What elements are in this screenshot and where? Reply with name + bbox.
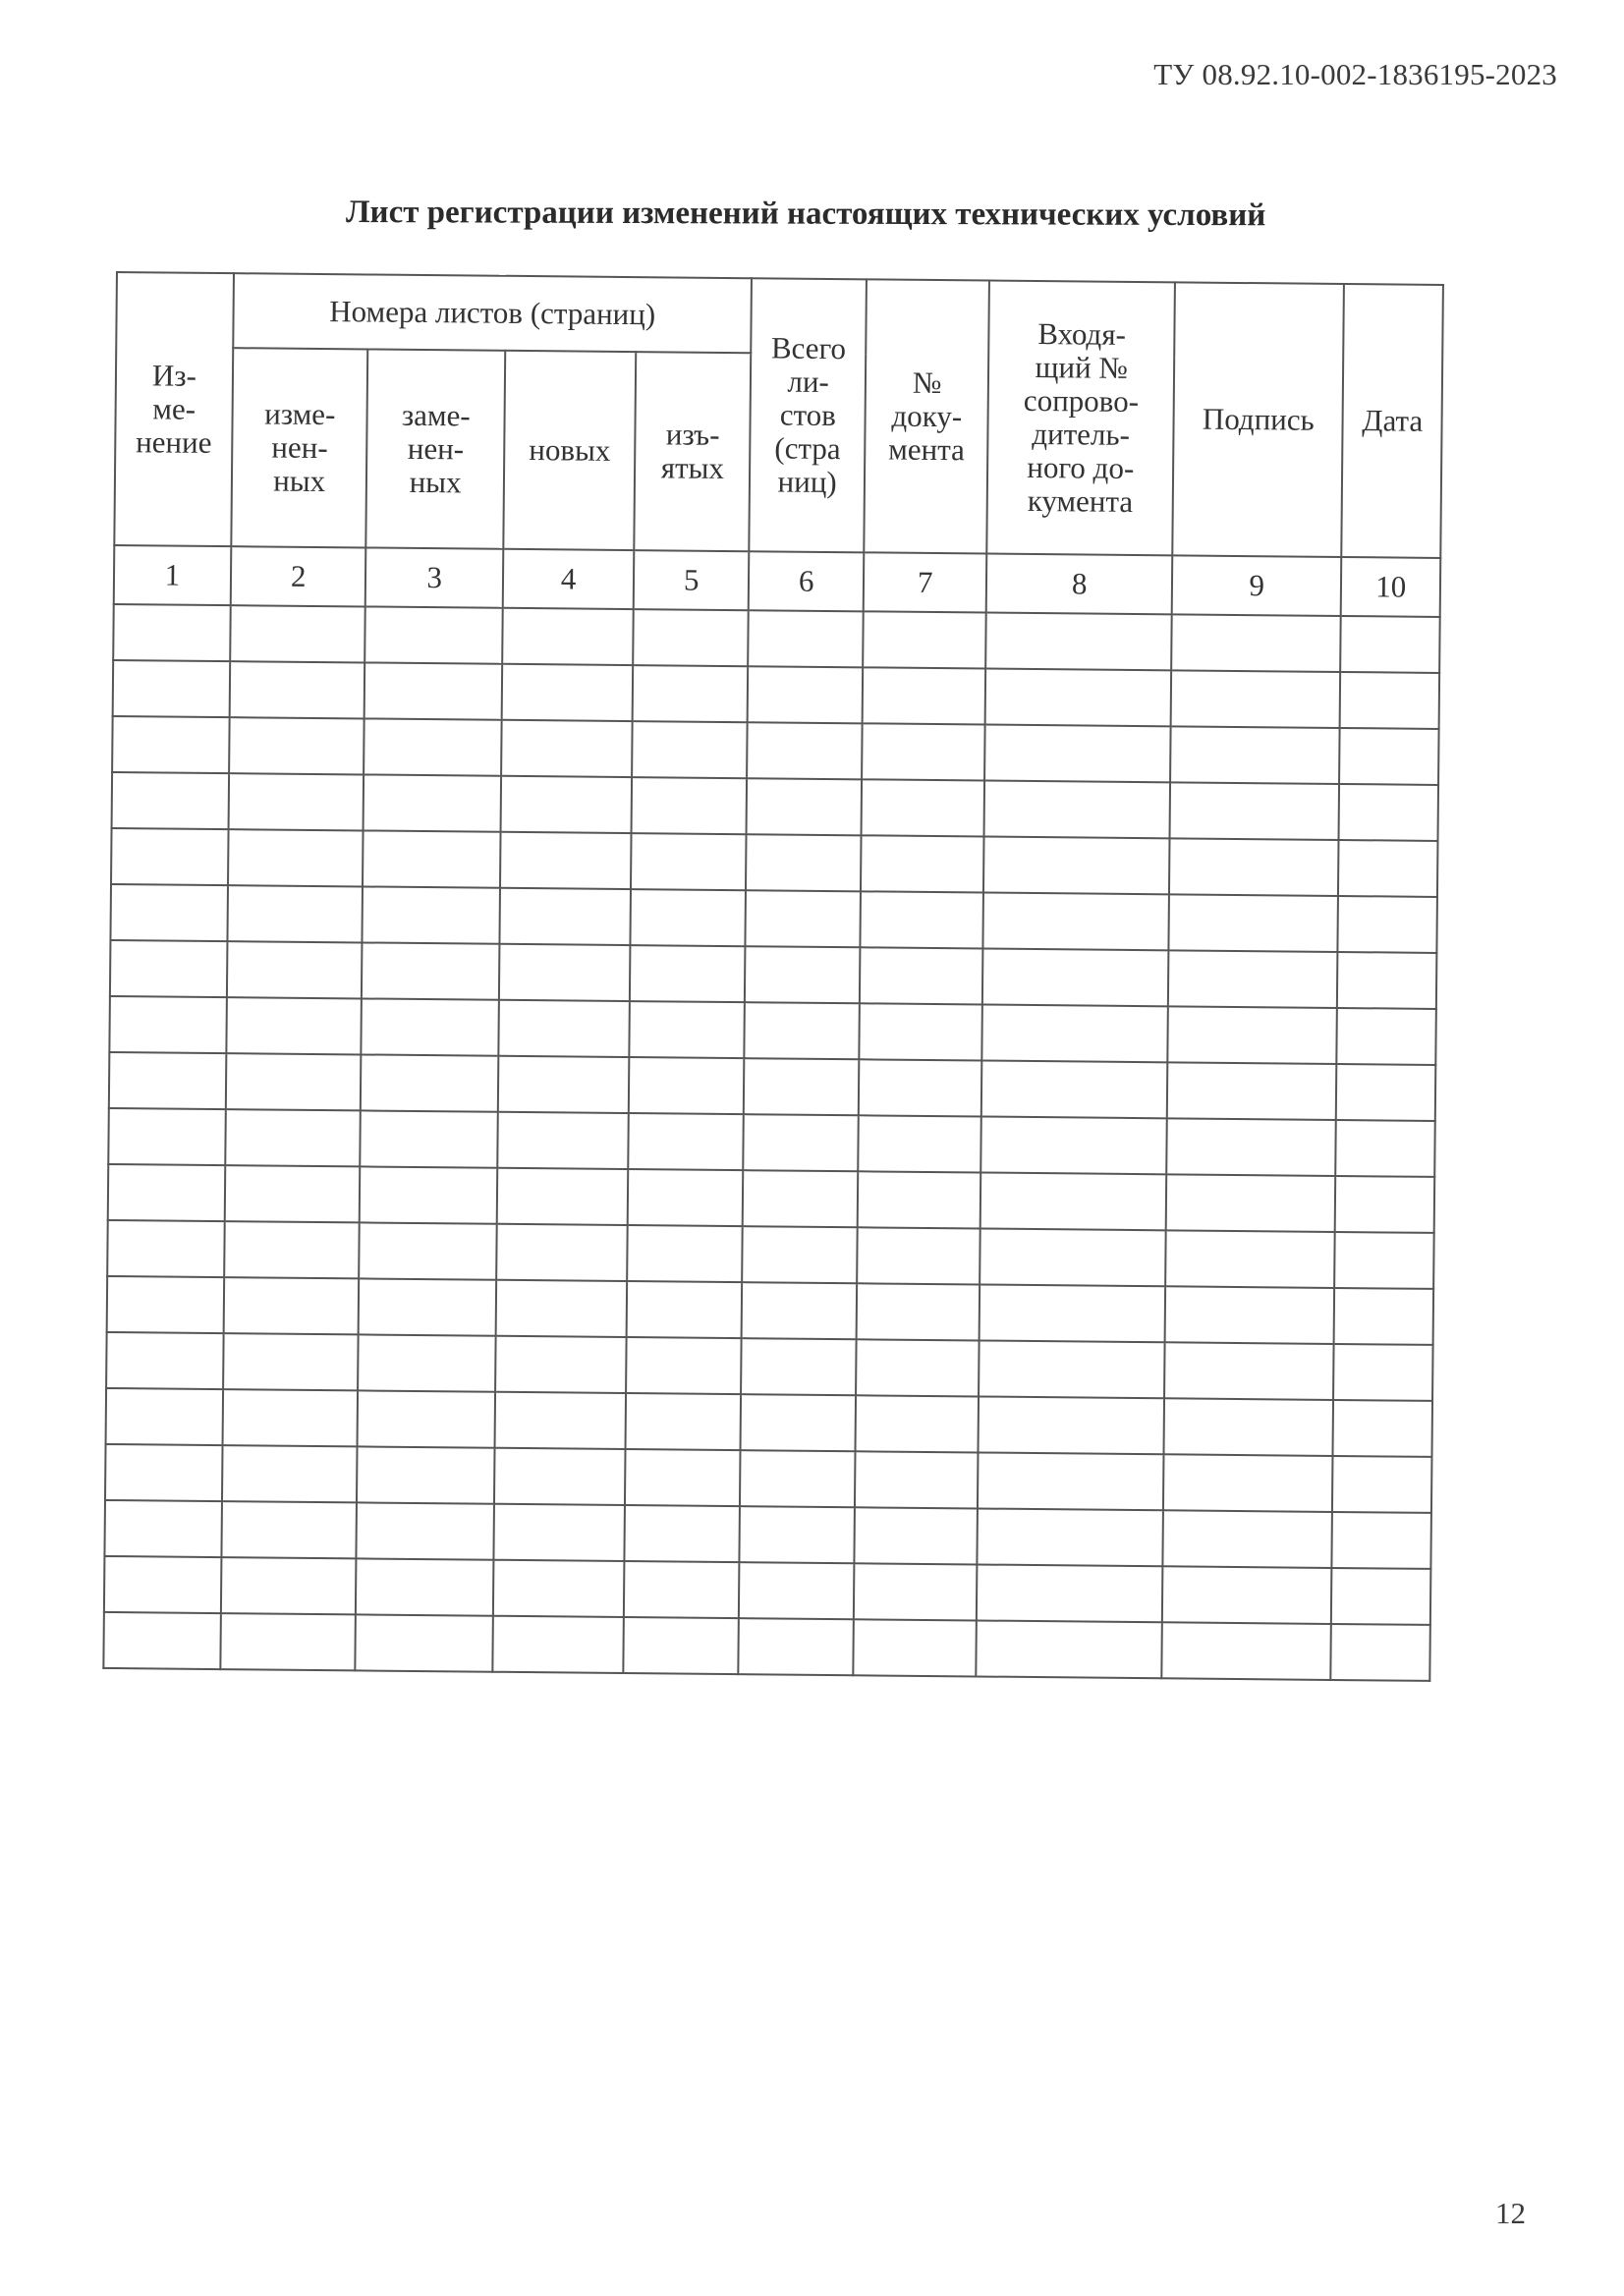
table-cell <box>860 947 983 1004</box>
table-cell <box>229 773 364 830</box>
table-cell <box>495 1336 627 1393</box>
table-cell <box>362 998 499 1055</box>
table-cell <box>980 1172 1166 1230</box>
table-cell <box>494 1392 626 1449</box>
header-signature <box>1172 282 1344 557</box>
table-cell <box>496 1224 628 1281</box>
table-cell <box>104 1556 222 1613</box>
table-cell <box>855 1507 979 1564</box>
table-cell <box>1337 952 1436 1009</box>
table-cell <box>109 996 227 1053</box>
table-cell <box>856 1339 980 1396</box>
table-cell <box>748 610 863 667</box>
table-cell <box>1169 838 1339 896</box>
table-cell <box>500 832 632 889</box>
table-cell <box>112 716 230 773</box>
table-cell <box>356 1558 493 1615</box>
table-cell <box>624 1561 739 1618</box>
column-number: 9 <box>1172 555 1342 616</box>
table-cell <box>502 664 634 721</box>
table-cell <box>110 940 228 997</box>
header-replaced-pages <box>366 349 505 548</box>
table-cell <box>627 1225 742 1282</box>
header-incoming-document-label: Входя- щий № сопрово- дитель- ного до- кумента <box>1023 316 1140 519</box>
table-cell <box>740 1506 855 1563</box>
table-cell <box>364 774 501 831</box>
table-cell <box>361 1110 498 1167</box>
table-cell <box>356 1614 493 1671</box>
table-cell <box>1333 1344 1432 1401</box>
table-cell <box>977 1564 1162 1622</box>
table-cell <box>221 1501 357 1558</box>
header-total-sheets <box>750 278 868 552</box>
document-code: ТУ 08.92.10-002-1836195-2023 <box>1153 57 1557 91</box>
table-cell <box>107 1220 225 1277</box>
table-cell <box>360 1222 497 1279</box>
table-cell <box>359 1334 496 1391</box>
header-changed-pages <box>231 348 367 547</box>
header-new-pages-label: новых <box>529 432 611 468</box>
table-cell <box>633 665 748 722</box>
table-cell <box>104 1500 222 1557</box>
table-cell <box>222 1445 358 1502</box>
table-cell <box>501 720 633 777</box>
table-cell <box>106 1388 224 1445</box>
table-cell <box>109 1052 227 1109</box>
table-cell <box>1166 1174 1336 1232</box>
table-cell <box>625 1449 740 1506</box>
column-number: 10 <box>1341 557 1440 617</box>
table-cell <box>1331 1624 1430 1681</box>
table-cell <box>1171 670 1341 728</box>
table-cell <box>500 776 632 833</box>
table-cell <box>361 1054 498 1111</box>
table-cell <box>626 1337 741 1394</box>
table-cell <box>497 1112 629 1169</box>
header-page-numbers-label: Номера листов (страниц) <box>329 294 656 332</box>
table-cell <box>492 1616 624 1673</box>
table-cell <box>629 1057 744 1114</box>
table-cell <box>861 891 984 948</box>
table-cell <box>1170 782 1340 840</box>
table-cell <box>745 946 860 1003</box>
table-cell <box>856 1395 980 1452</box>
table-cell <box>982 949 1168 1007</box>
table-cell <box>112 772 230 829</box>
table-cell <box>357 1502 494 1559</box>
table-cell <box>983 893 1169 951</box>
table-cell <box>225 1109 361 1166</box>
table-cell <box>364 718 502 775</box>
table-cell <box>1162 1510 1332 1568</box>
table-cell <box>1339 784 1438 841</box>
table-row <box>103 1612 1429 1681</box>
table-cell <box>229 717 364 774</box>
table-cell <box>230 661 365 718</box>
table-cell <box>863 667 986 724</box>
table-cell <box>625 1505 740 1562</box>
table-cell <box>983 837 1169 895</box>
header-change-label: Из- ме- нение <box>136 358 212 460</box>
table-cell <box>630 1001 745 1058</box>
column-number: 8 <box>986 554 1172 615</box>
header-date <box>1342 284 1443 558</box>
table-cell <box>1336 1120 1435 1177</box>
table-cell <box>742 1226 857 1283</box>
table-cell <box>984 725 1170 783</box>
table-cell <box>747 722 862 779</box>
table-cell <box>978 1508 1163 1566</box>
table-cell <box>980 1228 1165 1286</box>
table-cell <box>629 1113 744 1170</box>
table-cell <box>1161 1622 1331 1680</box>
header-total-sheets-label: Всего ли- стов (стра ниц) <box>770 330 847 500</box>
table-cell <box>499 944 631 1001</box>
table-cell <box>858 1115 981 1172</box>
table-cell <box>1166 1118 1336 1176</box>
table-cell <box>107 1276 225 1333</box>
table-cell <box>228 829 364 886</box>
table-cell <box>632 721 747 778</box>
header-replaced-pages-label: заме- нен- ных <box>401 397 471 500</box>
table-cell <box>860 1003 983 1060</box>
table-cell <box>496 1280 628 1337</box>
table-cell <box>741 1338 856 1395</box>
table-cell <box>1164 1342 1334 1400</box>
table-cell <box>362 942 499 999</box>
table-cell <box>106 1332 224 1389</box>
header-change <box>114 272 234 546</box>
table-cell <box>743 1170 858 1227</box>
table-cell <box>498 1056 630 1113</box>
header-incoming-document <box>987 281 1175 556</box>
table-cell <box>1165 1286 1335 1344</box>
table-cell <box>1170 726 1340 784</box>
table-cell <box>365 606 503 663</box>
table-cell <box>226 1053 362 1110</box>
table-cell <box>224 1221 360 1278</box>
table-cell <box>1331 1568 1430 1625</box>
table-cell <box>1333 1400 1432 1457</box>
header-page-numbers <box>233 273 752 353</box>
table-cell <box>1332 1512 1431 1569</box>
table-cell <box>981 1061 1167 1119</box>
column-number: 5 <box>634 550 750 610</box>
table-cell <box>746 890 861 947</box>
table-cell <box>985 613 1171 671</box>
table-cell <box>497 1168 629 1225</box>
table-cell <box>861 835 984 892</box>
table-cell <box>980 1284 1165 1342</box>
table-cell <box>633 609 748 666</box>
header-removed-pages-label: изъ- ятых <box>660 417 725 485</box>
header-document-number-label: № доку- мента <box>888 364 966 468</box>
page-title: Лист регистрации изменений настоящих технических условий <box>345 195 1266 234</box>
table-cell <box>863 611 986 668</box>
table-cell <box>858 1171 981 1228</box>
header-signature-label: Подпись <box>1202 401 1315 437</box>
table-cell <box>227 885 363 942</box>
column-number: 3 <box>365 547 503 607</box>
table-cell <box>1338 896 1437 953</box>
table-cell <box>224 1277 360 1334</box>
table-cell <box>627 1281 742 1338</box>
table-cell <box>985 669 1171 727</box>
column-number: 6 <box>749 551 865 611</box>
table-cell <box>1163 1454 1333 1512</box>
table-cell <box>744 1058 859 1115</box>
table-cell <box>631 889 746 946</box>
table-cell <box>113 604 231 661</box>
table-cell <box>105 1444 223 1501</box>
table-cell <box>364 662 502 719</box>
header-changed-pages-label: изме- нен- ных <box>264 396 336 499</box>
table-cell <box>855 1451 979 1508</box>
table-cell <box>1168 950 1338 1008</box>
header-document-number <box>864 279 989 553</box>
table-cell <box>223 1389 359 1446</box>
table-cell <box>103 1612 221 1669</box>
table-cell <box>745 1002 860 1059</box>
table-cell <box>742 1282 857 1339</box>
table-cell <box>363 886 500 943</box>
table-cell <box>221 1557 357 1614</box>
table-cell <box>628 1169 743 1226</box>
table-cell <box>363 830 500 887</box>
page-number: 12 <box>1495 2196 1526 2230</box>
header-removed-pages <box>635 352 752 551</box>
table-cell <box>220 1613 356 1670</box>
table-cell <box>498 1000 630 1057</box>
table-cell <box>978 1452 1163 1510</box>
table-cell <box>739 1562 854 1619</box>
table-cell <box>111 828 229 885</box>
table-cell <box>857 1283 980 1340</box>
table-cell <box>223 1333 359 1390</box>
table-cell <box>859 1059 982 1116</box>
table-cell <box>630 945 745 1002</box>
table-cell <box>853 1619 977 1676</box>
table-cell <box>979 1340 1164 1398</box>
table-cell <box>631 833 746 890</box>
change-registration-table <box>102 271 1444 1682</box>
table-cell <box>113 660 231 717</box>
table-cell <box>854 1563 978 1620</box>
table-cell <box>227 941 363 998</box>
column-number: 2 <box>231 546 366 606</box>
table-cell <box>1339 728 1438 785</box>
table-cell <box>1164 1398 1334 1456</box>
table-cell <box>741 1394 856 1451</box>
table-cell <box>1162 1566 1332 1624</box>
table-cell <box>502 608 634 665</box>
table-cell <box>1171 614 1341 672</box>
table-cell <box>493 1504 625 1561</box>
table-cell <box>108 1164 226 1221</box>
table-cell <box>857 1227 980 1284</box>
table-cell <box>1335 1176 1434 1233</box>
table-cell <box>981 1116 1167 1174</box>
table-cell <box>740 1450 855 1507</box>
table-cell <box>360 1166 497 1223</box>
table-cell <box>226 997 362 1054</box>
table-cell <box>1338 840 1437 897</box>
table-cell <box>746 834 861 891</box>
column-number: 1 <box>114 545 232 605</box>
table-cell <box>979 1396 1164 1454</box>
table-cell <box>1336 1064 1435 1121</box>
table-cell <box>626 1393 741 1450</box>
header-new-pages <box>503 351 636 550</box>
table-cell <box>1341 616 1440 673</box>
table-cell <box>1165 1230 1335 1288</box>
table-cell <box>977 1620 1162 1678</box>
table-cell <box>984 781 1170 839</box>
table-cell <box>357 1446 494 1503</box>
table-cell <box>494 1448 626 1505</box>
table-cell <box>1332 1456 1431 1513</box>
change-registration-table-wrapper <box>102 271 1444 1682</box>
column-number: 7 <box>864 552 987 612</box>
table-cell <box>225 1165 361 1222</box>
table-cell <box>982 1005 1168 1063</box>
table-cell <box>1167 1006 1337 1064</box>
table-cell <box>1335 1232 1434 1289</box>
column-number: 4 <box>503 549 635 609</box>
table-cell <box>358 1390 495 1447</box>
table-cell <box>499 888 631 945</box>
table-cell <box>108 1108 226 1165</box>
table-cell <box>230 605 365 662</box>
table-cell <box>1167 1062 1337 1120</box>
table-cell <box>862 723 985 780</box>
table-cell <box>1340 672 1439 729</box>
table-cell <box>748 666 863 723</box>
table-cell <box>743 1114 858 1171</box>
table-cell <box>632 777 747 834</box>
header-date-label: Дата <box>1362 403 1424 438</box>
table-cell <box>110 884 228 941</box>
table-cell <box>1337 1008 1436 1065</box>
table-cell <box>359 1278 496 1335</box>
table-cell <box>493 1560 625 1617</box>
table-cell <box>862 779 985 836</box>
table-cell <box>739 1618 854 1675</box>
table-cell <box>1334 1288 1433 1345</box>
table-cell <box>624 1617 739 1674</box>
table-cell <box>747 778 862 835</box>
table-cell <box>1168 894 1338 952</box>
